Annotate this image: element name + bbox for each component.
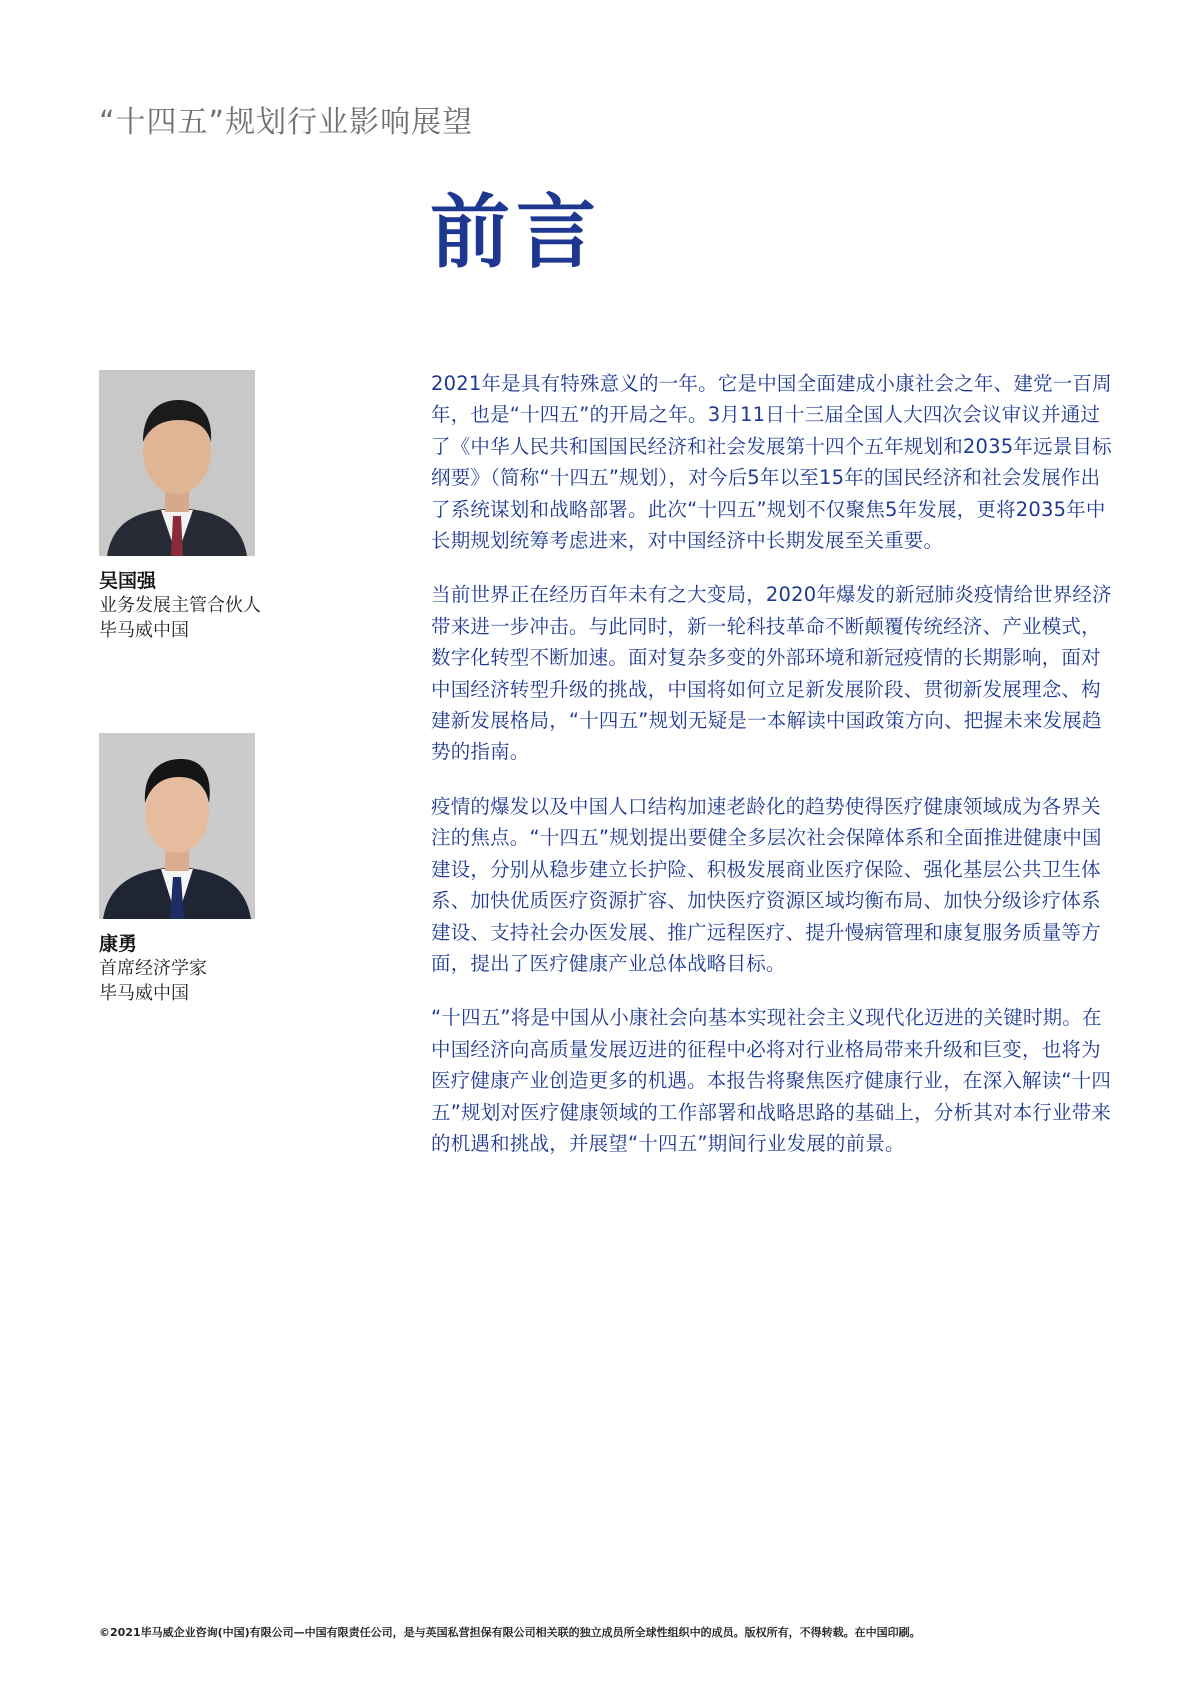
author-role: 首席经济学家 bbox=[99, 958, 207, 979]
author-role: 业务发展主管合伙人 bbox=[99, 595, 261, 616]
author-name: 吴国强 bbox=[99, 570, 157, 592]
copyright-footer: ©2021毕马威企业咨询(中国)有限公司—中国有限责任公司，是与英国私营担保有限公司相关联的独立成员所全球性组织中的成员。版权所有，不得转载。在中国印刷。 bbox=[99, 1626, 921, 1639]
paragraph: “十四五”将是中国从小康社会向基本实现社会主义现代化迈进的关键时期。在中国经济向高质量发展迈进的征程中必将对行业格局带来升级和巨变，也将为医疗健康产业创造更多的机遇。本报告将聚焦医疗健康行业，在深入解读“十四五”规划对医疗健康领域的工作部署和战略思路的基础上，分析其对本行业带来的机遇和挑战，并展望“十四五”期间行业发展的前景。 bbox=[431, 1006, 1112, 1155]
paragraph: 当前世界正在经历百年未有之大变局，2020年爆发的新冠肺炎疫情给世界经济带来进一步冲击。与此同时，新一轮科技革命不断颠覆传统经济、产业模式，数字化转型不断加速。面对复杂多变的外部环境和新冠疫情的长期影响，面对中国经济转型升级的挑战，中国将如何立足新发展阶段、贯彻新发展理念、构建新发展格局，“十四五”规划无疑是一本解读中国政策方向、把握未来发展趋势的指南。 bbox=[431, 583, 1112, 764]
author-card-1 bbox=[99, 370, 359, 643]
page-title: 前言 bbox=[430, 186, 602, 279]
author-photo-2 bbox=[99, 733, 255, 919]
author-org: 毕马威中国 bbox=[99, 620, 189, 641]
preface-body bbox=[431, 368, 1119, 1182]
paragraph: 2021年是具有特殊意义的一年。它是中国全面建成小康社会之年、建党一百周年，也是“十四五”的开局之年。3月11日十三届全国人大四次会议审议并通过了《中华人民共和国国民经济和社会发展第十四个五年规划和2035年远景目标纲要》（简称“十四五”规划），对今后5年以至15年的国民经济和社会发展作出了系统谋划和战略部署。此次“十四五”规划不仅聚焦5年发展，更将2035年中长期规划统筹考虑进来，对中国经济中长期发展至关重要。 bbox=[431, 372, 1112, 553]
author-card-2 bbox=[99, 733, 359, 1006]
report-header-title: “十四五”规划行业影响展望 bbox=[99, 105, 474, 140]
author-org: 毕马威中国 bbox=[99, 983, 189, 1004]
author-photo-1 bbox=[99, 370, 255, 556]
author-name: 康勇 bbox=[99, 933, 138, 955]
paragraph: 疫情的爆发以及中国人口结构加速老龄化的趋势使得医疗健康领域成为各界关注的焦点。“十四五”规划提出要健全多层次社会保障体系和全面推进健康中国建设，分别从稳步建立长护险、积极发展商业医疗保险、强化基层公共卫生体系、加快优质医疗资源扩容、加快医疗资源区域均衡布局、加快分级诊疗体系建设、支持社会办医发展、推广远程医疗、提升慢病管理和康复服务质量等方面，提出了医疗健康产业总体战略目标。 bbox=[431, 794, 1102, 975]
